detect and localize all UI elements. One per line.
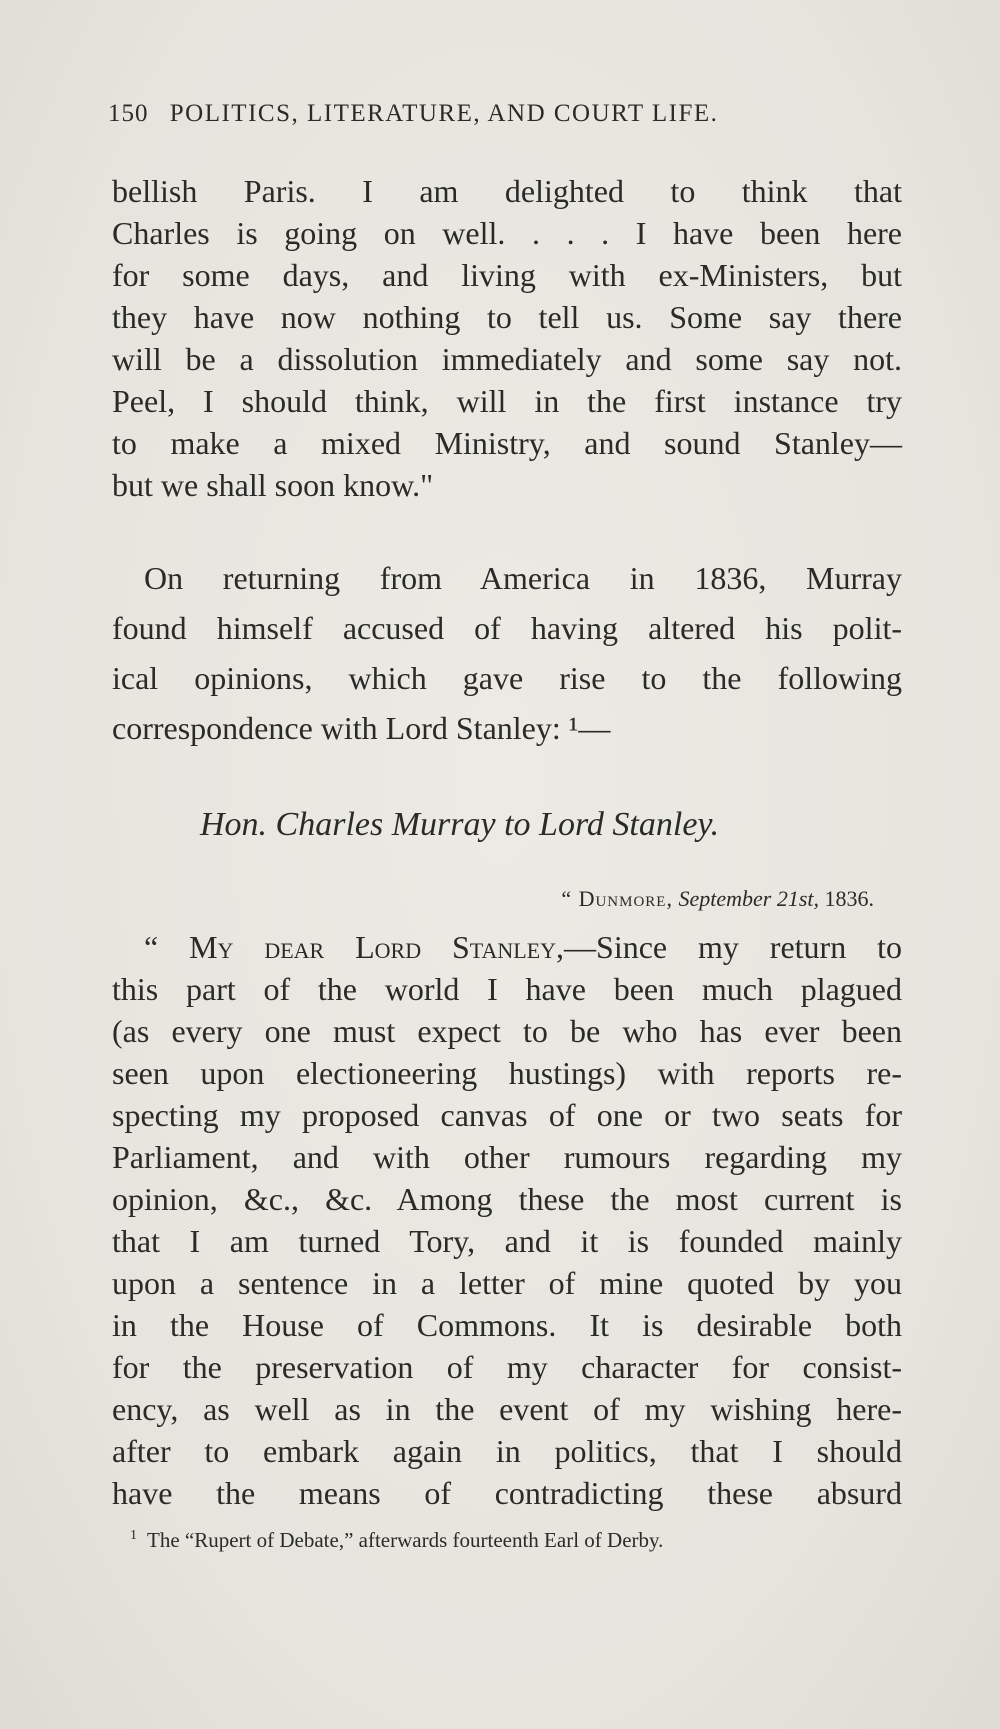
footnote-text: The “Rupert of Debate,” afterwards fourteenth Earl of Derby. [147,1528,664,1552]
text-line: after to embark again in politics, that I should [112,1433,902,1469]
footnote-marker: 1 [130,1528,137,1543]
text-line: specting my proposed canvas of one or two seats for [112,1097,902,1133]
dateline-date: September 21st, [678,886,819,911]
text-line: they have now nothing to tell us. Some say there [112,299,902,335]
footnote [130,1528,663,1553]
text-line: but we shall soon know." [112,467,434,503]
running-header [108,100,828,128]
letter-first-line-text: —Since my return to [564,929,902,965]
paragraph-continued [112,170,902,506]
letter-first-line [112,926,902,968]
running-title: POLITICS, LITERATURE, AND COURT LIFE. [169,100,719,127]
letter-salutation: “ My dear Lord Stanley, [144,929,565,965]
dateline-year: 1836. [824,886,874,911]
text-line: seen upon electioneering hustings) with reports re- [112,1055,902,1091]
text-line: Charles is going on well. . . . I have been here [112,215,902,251]
text-line: opinion, &c., &c. Among these the most current is [112,1181,902,1217]
text-line: Peel, I should think, will in the first instance try [112,383,902,419]
text-line: this part of the world I have been much plagued [112,971,902,1007]
paragraph-narrative [112,553,902,753]
text-line: (as every one must expect to be who has ever been [112,1013,902,1049]
text-line: for the preservation of my character for consist- [112,1349,902,1385]
dateline-place: “ Dunmore, [561,886,673,911]
letter-dateline [561,886,874,912]
text-line: in the House of Commons. It is desirable both [112,1307,902,1343]
text-line: have the means of contradicting these absurd [112,1475,902,1511]
text-line: correspondence with Lord Stanley: ¹— [112,710,611,746]
text-line: for some days, and living with ex-Ministers, but [112,257,902,293]
text-line: that I am turned Tory, and it is founded mainly [112,1223,902,1259]
text-line: will be a dissolution immediately and some say not. [112,341,902,377]
page-number: 150 [108,100,149,127]
text-line: On returning from America in 1836, Murray [144,560,902,596]
text-line: upon a sentence in a letter of mine quoted by you [112,1265,902,1301]
text-line: to make a mixed Ministry, and sound Stanley— [112,425,902,461]
text-line: ency, as well as in the event of my wishing here- [112,1391,902,1427]
text-line: found himself accused of having altered his polit- [112,610,902,646]
text-line: bellish Paris. I am delighted to think that [112,173,902,209]
letter-title: Hon. Charles Murray to Lord Stanley. [200,806,720,843]
text-line: Parliament, and with other rumours regarding my [112,1139,902,1175]
text-line: ical opinions, which gave rise to the following [112,660,902,696]
letter-body [112,926,902,1514]
